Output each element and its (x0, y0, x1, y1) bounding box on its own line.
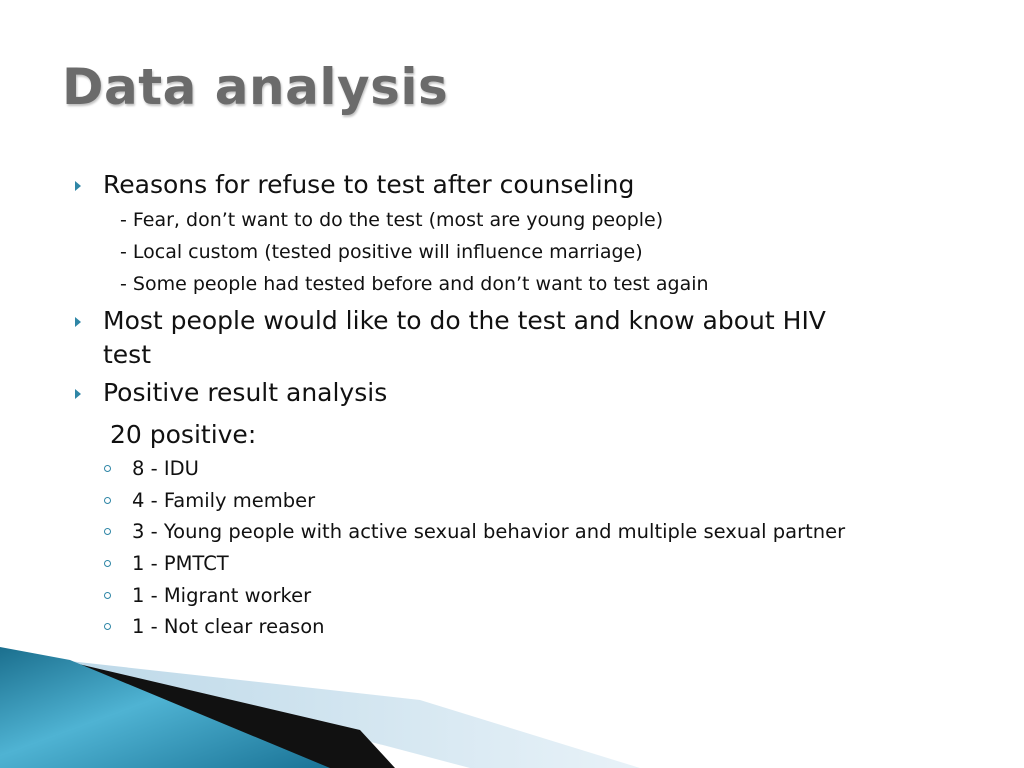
positive-item-text: 1 - PMTCT (132, 552, 229, 575)
sub-item-tested-before: - Some people had tested before and don’t want to test again (120, 273, 709, 295)
positive-item-text: 8 - IDU (132, 457, 199, 480)
bullet-text: Reasons for refuse to test after counseling (103, 170, 635, 199)
bullet-text: Positive result analysis (103, 378, 388, 407)
positive-item-text: 3 - Young people with active sexual behavior and multiple sexual partner (132, 520, 846, 543)
positive-item-text: 1 - Migrant worker (132, 584, 312, 607)
sub-item-custom: - Local custom (tested positive will influence marriage) (120, 241, 643, 263)
positive-item-text: 4 - Family member (132, 489, 316, 512)
sub-item-fear: - Fear, don’t want to do the test (most are young people) (120, 209, 664, 231)
slide-title: Data analysis (62, 58, 449, 116)
positive-item-text: 1 - Not clear reason (132, 615, 325, 638)
bullet-text-line2: test (103, 340, 152, 369)
positive-heading: 20 positive: (110, 420, 257, 449)
bullet-text-line1: Most people would like to do the test and know about HIV (103, 306, 826, 335)
